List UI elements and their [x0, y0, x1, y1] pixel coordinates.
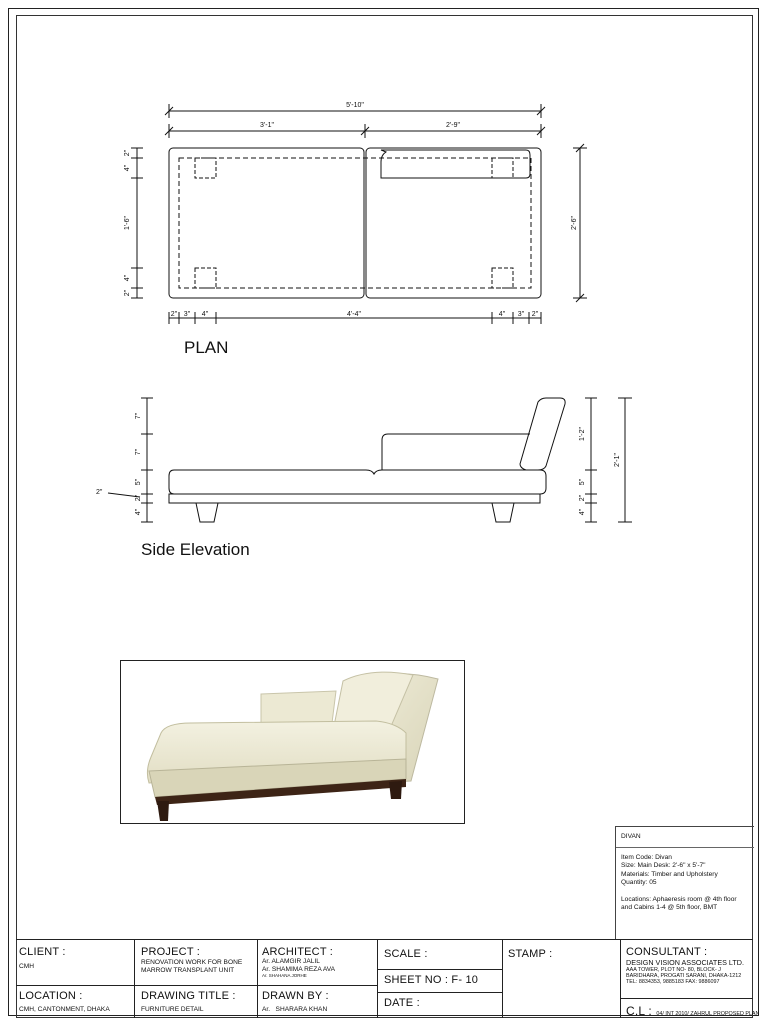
plan-bottom-dim: 2" — [170, 311, 178, 318]
plan-left-dim: 4" — [124, 274, 131, 282]
plan-left-dim: 4" — [124, 164, 131, 172]
title-block — [16, 939, 760, 1018]
drawn-by-value: Ar. SHARARA KHAN — [262, 1006, 328, 1013]
plan-dim-left: 3'-1" — [260, 122, 274, 129]
info-line: Locations: Aphaeresis room @ 4th floor — [621, 895, 737, 903]
project-value: RENOVATION WORK FOR BONE — [141, 959, 243, 966]
item-title: DIVAN — [616, 827, 754, 848]
plan-left-dim: 2" — [124, 149, 131, 157]
elevation-right-dim: 5" — [579, 478, 586, 486]
info-line: Materials: Timber and Upholstery — [621, 870, 718, 878]
elevation-left-dim: 2" — [135, 494, 142, 502]
plan-left-dim: 2" — [124, 289, 131, 297]
plan-bottom-dim: 4" — [201, 311, 209, 318]
info-line: Item Code: Divan — [621, 854, 672, 861]
elevation-right-dim: 4" — [579, 508, 586, 516]
info-line: Quantity: 05 — [621, 879, 657, 887]
client-value: CMH — [19, 963, 35, 970]
consultant-address: AAA TOWER, PLOT NO- 80, BLOCK- J — [626, 966, 721, 973]
consultant-address: BARIDHARA, PROGATI SARANI, DHAKA-1212 — [626, 973, 742, 979]
divan-photo — [120, 660, 465, 824]
plan-left-dim: 1'-6" — [124, 216, 131, 230]
elevation-label: Side Elevation — [141, 540, 250, 559]
plan-bottom-dim: 3" — [517, 311, 525, 318]
plan-dim-total: 5'-10" — [346, 102, 364, 109]
location-value: CMH, CANTONMENT, DHAKA — [19, 1006, 110, 1013]
elevation-right-dim: 1'-2" — [579, 427, 586, 441]
elevation-left-dim: 7" — [135, 448, 142, 456]
elevation-left-dim: 7" — [135, 412, 142, 420]
architect-label: ARCHITECT : — [262, 946, 334, 958]
plan-drawing — [0, 95, 768, 435]
date-label: DATE : — [384, 997, 420, 1009]
location-label: LOCATION : — [19, 990, 83, 1002]
consultant-name: DESIGN VISION ASSOCIATES LTD. — [626, 958, 744, 967]
plan-bottom-dim: 3" — [183, 311, 191, 318]
architect-name: Ar. SHAHANA JORHE — [262, 973, 307, 979]
plan-bottom-dim: 4'-4" — [347, 311, 361, 318]
plan-label: PLAN — [184, 338, 229, 357]
plan-bottom-dim: 2" — [531, 311, 539, 318]
stamp-label: STAMP : — [508, 948, 553, 960]
elevation-total-dim: 2'-1" — [614, 453, 621, 467]
item-info-panel — [615, 826, 754, 939]
plan-dim-height: 2'-6" — [571, 216, 578, 230]
consultant-label: CONSULTANT : — [626, 946, 708, 958]
side-elevation-drawing — [0, 390, 768, 530]
cl-value: 04/ INT 2010/ ZAHRUL PROPOSED PLAN — [656, 1011, 760, 1017]
elevation-callout: 2" — [96, 489, 103, 496]
project-label: PROJECT : — [141, 946, 201, 958]
scale-label: SCALE : — [384, 948, 428, 960]
plan-dim-right: 2'-9" — [446, 122, 460, 129]
cl-label: C.L : — [626, 1004, 652, 1018]
info-line: and Cabins 1-4 @ 5th floor, BMT — [621, 904, 718, 912]
elevation-left-dim: 4" — [135, 508, 142, 516]
plan-bottom-dim: 4" — [498, 311, 506, 318]
info-line — [621, 888, 750, 896]
architect-name: Ar. ALAMGIR JALIL — [262, 958, 320, 965]
client-label: CLIENT : — [19, 946, 66, 958]
drawing-title-label: DRAWING TITLE : — [141, 990, 236, 1002]
project-value: MARROW TRANSPLANT UNIT — [141, 966, 235, 974]
elevation-right-dim: 2" — [579, 494, 586, 502]
drawn-by-label: DRAWN BY : — [262, 990, 329, 1002]
drawing-title-value: FURNITURE DETAIL — [141, 1006, 204, 1013]
consultant-tel: TEL: 8834353, 9885183 FAX: 9886097 — [626, 979, 720, 986]
architect-name: Ar. SHAMIMA REZA AVA — [262, 965, 336, 973]
elevation-left-dim: 5" — [135, 478, 142, 486]
sheet-number: SHEET NO : F- 10 — [384, 974, 479, 986]
info-line: Size: Main Desk: 2'-6" x 5'-7" — [621, 862, 706, 870]
